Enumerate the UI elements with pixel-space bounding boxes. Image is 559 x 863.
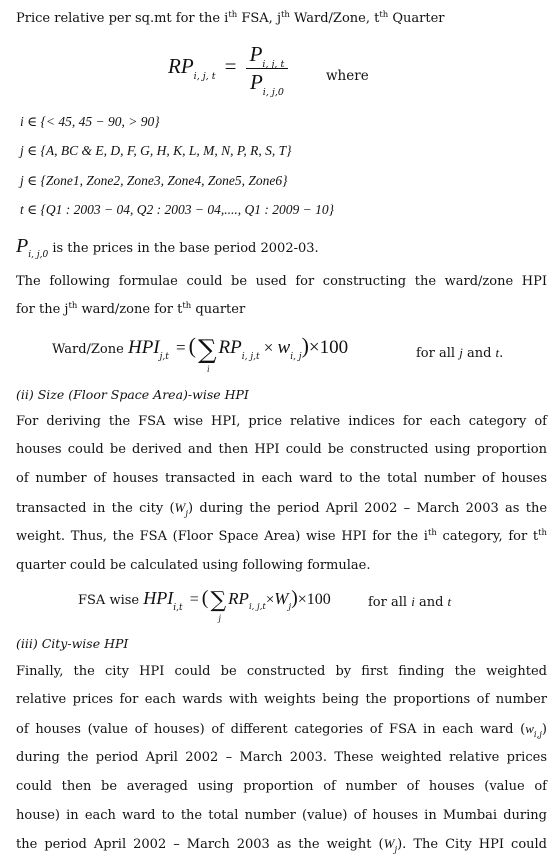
- text: for all: [416, 346, 460, 361]
- subscript: j: [185, 509, 189, 519]
- base-period-text: is the prices in the base period 2002-03.: [48, 241, 319, 256]
- section-heading-size-wise: (ii) Size (Floor Space Area)-wise HPI: [16, 387, 249, 402]
- subscript: i, j: [290, 352, 302, 362]
- j-symbol: j: [459, 345, 463, 360]
- paragraph-line: houses could be derived and then HPI could be constructed using proportion: [16, 442, 547, 457]
- summation-index: i: [206, 363, 210, 374]
- subscript: j,t: [159, 352, 169, 362]
- paragraph-line: house) in each ward to the total number (value) of houses in Mumbai during: [16, 808, 547, 823]
- i-symbol: i: [411, 594, 415, 609]
- set-i: i ∈ {< 45, 45 − 90, > 90}: [20, 114, 160, 129]
- superscript: th: [379, 10, 389, 20]
- paragraph-line: could then be averaged using proportion of number of houses (value of: [16, 779, 547, 794]
- text: of houses (value of houses) of different categories of FSA in each ward (: [16, 722, 526, 737]
- equation-label: FSA wise: [78, 593, 144, 608]
- w-symbol: W: [274, 589, 289, 608]
- times-sign: ×: [263, 338, 274, 357]
- superscript: th: [68, 301, 78, 311]
- summation-index: j: [218, 613, 221, 623]
- set-j-zones: j ∈ {Zone1, Zone2, Zone3, Zone4, Zone5, Zone6}: [20, 173, 288, 188]
- text: .: [499, 346, 504, 361]
- paragraph-line: quarter could be calculated using following formulae.: [16, 558, 371, 573]
- subscript: i, j,0: [262, 87, 284, 98]
- intro-text: Quarter: [388, 11, 445, 26]
- text: ): [541, 722, 547, 737]
- text: quarter: [191, 302, 246, 317]
- paragraph-line: relative prices for each wards with weights being the proportions of number: [16, 692, 547, 707]
- subscript: j: [394, 845, 398, 855]
- subscript: j: [288, 602, 292, 612]
- subscript: i, j,0: [28, 250, 49, 260]
- w-symbol: w: [525, 721, 534, 736]
- text: transacted in the city (: [16, 501, 175, 516]
- text: ) during the period April 2002 – March 2003 as the: [188, 501, 548, 516]
- p-symbol: P: [249, 70, 263, 94]
- t-symbol: t: [495, 345, 500, 360]
- ward-zone-hpi-equation: [52, 333, 349, 374]
- p-symbol: P: [249, 42, 263, 66]
- where-label: where: [326, 68, 369, 84]
- text: weight. Thus, the FSA (Floor Space Area) wise HPI for the i: [16, 529, 428, 544]
- equals-sign: =: [189, 591, 199, 608]
- superscript: th: [280, 10, 290, 20]
- equals-sign: =: [176, 338, 186, 357]
- paragraph-line: [16, 721, 547, 739]
- text: the period April 2002 – March 2003 as the weight (: [16, 837, 384, 852]
- superscript: th: [228, 10, 238, 20]
- text: for the j: [16, 302, 69, 317]
- intro-text: Price relative per sq.mt for the i: [16, 11, 229, 26]
- subscript: i,j: [533, 730, 542, 740]
- sigma-icon: ∑: [210, 588, 227, 613]
- hpi-symbol: HPI: [127, 337, 160, 358]
- set-j-wards: j ∈ {A, BC & E, D, F, G, H, K, L, M, N, P, R, S, T}: [20, 143, 292, 158]
- paragraph-line: Finally, the city HPI could be constructed by first finding the weighted: [16, 664, 547, 679]
- fsa-condition: [368, 594, 451, 611]
- base-period-line: [16, 235, 319, 260]
- w-symbol: w: [277, 337, 291, 358]
- equation-label: Ward/Zone: [52, 342, 128, 357]
- paragraph-line: [16, 500, 547, 518]
- hpi-symbol: HPI: [143, 588, 174, 608]
- times-sign: ×: [265, 592, 275, 608]
- set-t: t ∈ {Q1 : 2003 − 04, Q2 : 2003 − 04,...., Q1 : 2009 − 10}: [20, 202, 334, 217]
- subscript: i, j, t: [193, 71, 216, 82]
- open-paren: (: [188, 333, 196, 358]
- text: ward/zone for t: [77, 302, 183, 317]
- text: for all: [368, 595, 412, 610]
- fsa-hpi-equation: [78, 587, 331, 623]
- ward-zone-condition: [416, 345, 503, 362]
- subscript: i, j, t: [262, 59, 285, 70]
- intro-line: [16, 11, 444, 28]
- close-paren: ): [301, 333, 309, 358]
- text: category, for t: [436, 529, 539, 544]
- superscript: th: [182, 301, 192, 311]
- superscript: th: [427, 528, 437, 538]
- paragraph-line: of number of houses transacted in each ward to the total number of houses: [16, 471, 547, 486]
- w-symbol: W: [383, 836, 395, 851]
- formula-intro-line: [16, 302, 245, 319]
- subscript: i, j,t: [248, 602, 266, 612]
- text: ). The City HPI could: [397, 837, 547, 852]
- intro-text: FSA, j: [237, 11, 281, 26]
- summation: [210, 588, 227, 623]
- subscript: i,t: [173, 603, 183, 613]
- subscript: i, j,t: [241, 352, 260, 362]
- text: and: [462, 346, 496, 361]
- equals-sign: =: [224, 54, 237, 78]
- price-relative-equation: [168, 42, 288, 98]
- fraction-numerator: [246, 42, 289, 69]
- paragraph-line: [16, 529, 547, 546]
- p-symbol: P: [16, 235, 29, 257]
- rp-symbol: RP: [218, 337, 242, 358]
- intro-text: Ward/Zone, t: [289, 11, 380, 26]
- superscript: th: [538, 528, 547, 538]
- rp-symbol: RP: [228, 589, 249, 608]
- t-symbol: t: [447, 594, 452, 609]
- open-paren: (: [201, 587, 209, 609]
- sigma-icon: ∑: [197, 334, 217, 365]
- times-hundred: ×100: [308, 337, 349, 358]
- section-heading-city-wise: (iii) City-wise HPI: [16, 636, 129, 651]
- paragraph-line: during the period April 2002 – March 2003. These weighted relative prices: [16, 750, 547, 765]
- summation: [197, 334, 217, 374]
- paragraph-line: For deriving the FSA wise HPI, price relative indices for each category of: [16, 414, 547, 429]
- text: and: [414, 595, 448, 610]
- close-paren: ): [291, 587, 298, 609]
- w-symbol: W: [174, 500, 186, 515]
- fraction-denominator: [246, 69, 288, 98]
- fraction: [246, 42, 289, 98]
- paragraph-line: [16, 836, 547, 854]
- formula-intro-line: The following formulae could be used for constructing the ward/zone HPI: [16, 274, 547, 289]
- times-hundred: ×100: [297, 591, 331, 608]
- rp-symbol: RP: [168, 54, 194, 78]
